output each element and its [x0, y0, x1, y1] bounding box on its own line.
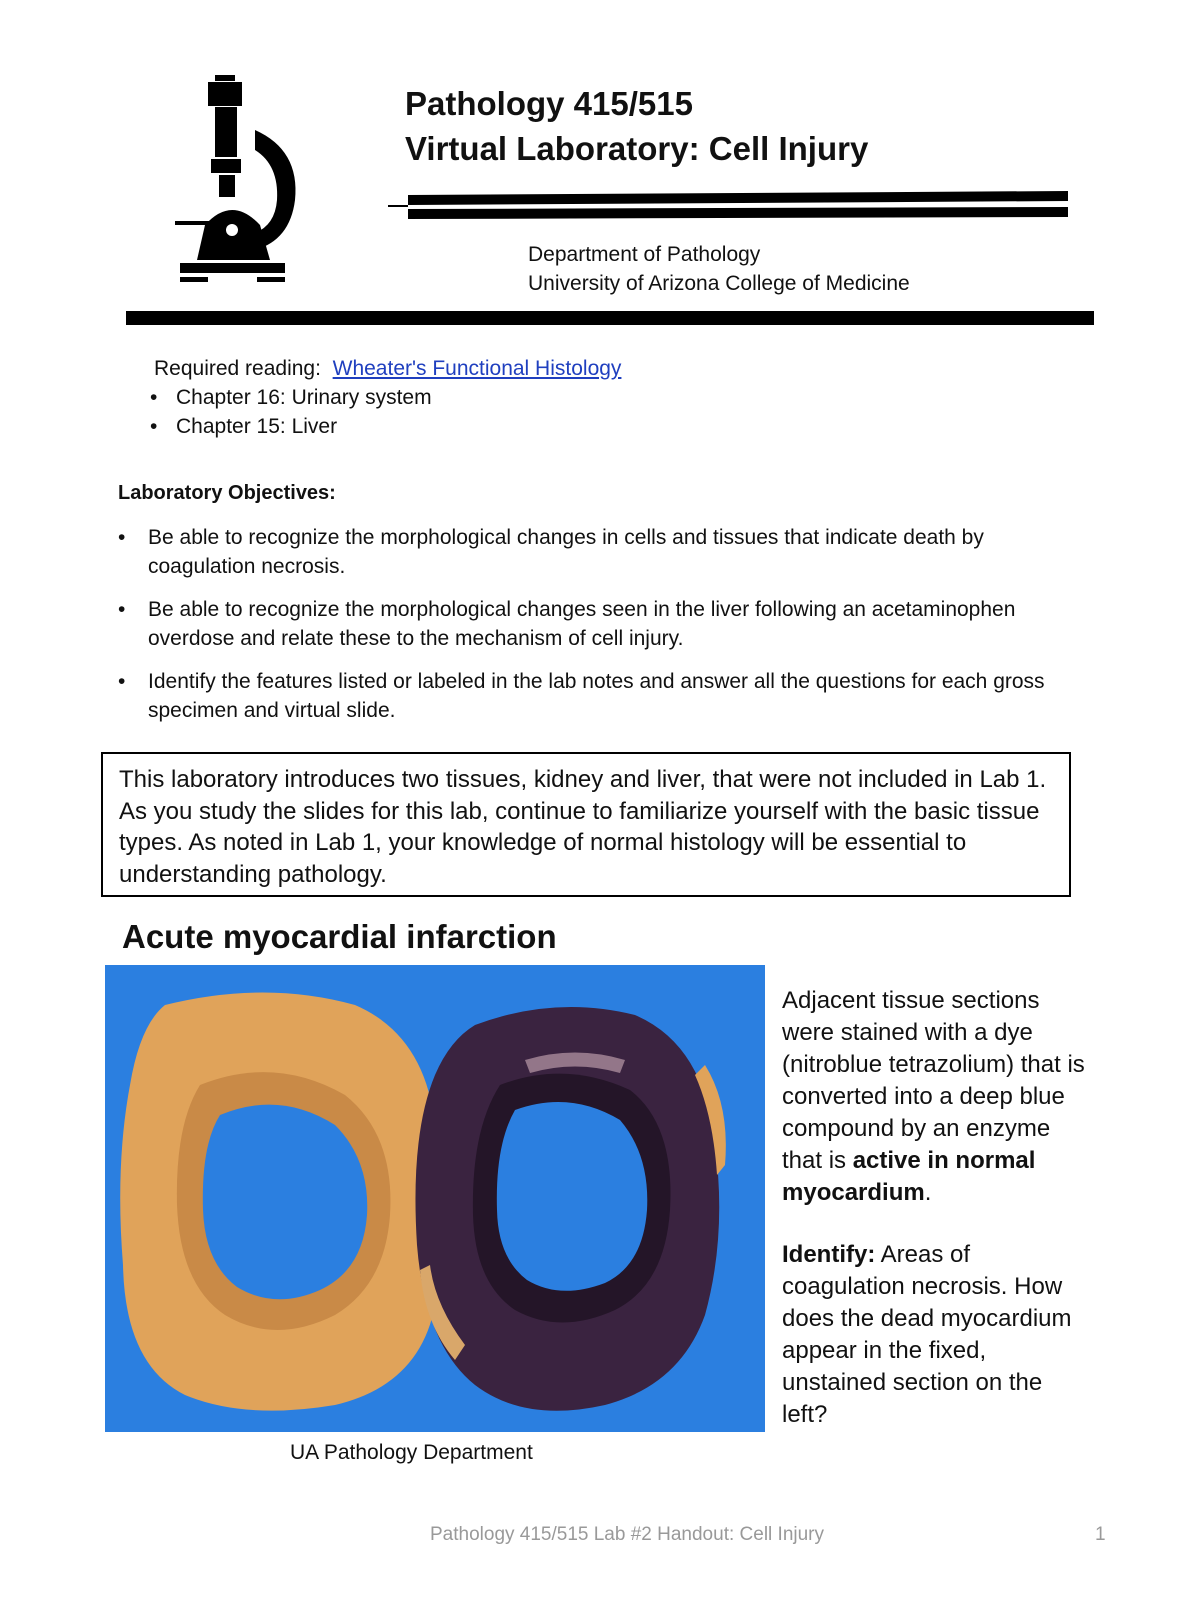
unstained-lumen [203, 1105, 367, 1300]
objective-text: Identify the features listed or labeled in the lab notes and answer all the questions for each gross specimen and virtual slide. [148, 670, 1045, 722]
institution: University of Arizona College of Medicine [528, 272, 910, 295]
bullet: • [118, 526, 126, 549]
objective-text: Be able to recognize the morphological changes in cells and tissues that indicate death by coagulation necrosis. [148, 526, 984, 578]
list-item [150, 412, 337, 441]
stained-lumen [497, 1102, 647, 1291]
identify-prompt [782, 1239, 1092, 1431]
identify-text: Areas of coagulation necrosis. How does the dead myocardium appear in the fixed, unstained section on the left? [782, 1241, 1072, 1428]
objectives-heading: Laboratory Objectives: [118, 482, 336, 504]
intro-note-box: This laboratory introduces two tissues, kidney and liver, that were not included in Lab 1. As you study the slides for this lab, continue to familiarize yourself with the basic tissue types. As noted in Lab 1, your knowledge of normal histology will be essential to understanding pathology. [101, 752, 1071, 897]
specimen-description [782, 985, 1092, 1461]
identify-label: Identify: [782, 1241, 876, 1268]
heart-specimen-image [105, 965, 765, 1432]
bullet: • [150, 415, 158, 438]
objective-text: Be able to recognize the morphological changes seen in the liver following an acetaminophen overdose and relate these to the mechanism of cell injury. [148, 598, 1016, 650]
section-title: Acute myocardial infarction [122, 918, 557, 955]
required-reading [154, 354, 621, 383]
list-item [150, 383, 432, 412]
objective-item [118, 595, 1078, 653]
desc-bold: active in normal myocardium [782, 1147, 1036, 1206]
wheaters-histology-link[interactable]: Wheater's Functional Histology [332, 357, 622, 380]
desc-end: . [924, 1179, 932, 1206]
chapter-16: Chapter 16: Urinary system [176, 386, 432, 409]
microscope-icon [175, 75, 305, 290]
objective-item [118, 523, 1078, 581]
department: Department of Pathology [528, 243, 761, 266]
header-divider [126, 311, 1094, 325]
chapter-15: Chapter 15: Liver [176, 415, 338, 438]
page-footer: Pathology 415/515 Lab #2 Handout: Cell Injury [430, 1524, 824, 1545]
bullet: • [118, 670, 126, 693]
lab-title: Virtual Laboratory: Cell Injury [405, 130, 869, 167]
header-pen-rule [388, 185, 1068, 235]
stain-description [782, 985, 1092, 1209]
required-reading-label: Required reading: [154, 357, 321, 380]
page-number: 1 [1095, 1524, 1106, 1545]
bullet: • [150, 386, 158, 409]
image-caption: UA Pathology Department [290, 1441, 533, 1464]
objective-item [118, 667, 1078, 725]
course-title: Pathology 415/515 [405, 85, 693, 122]
bullet: • [118, 598, 126, 621]
desc-text: Adjacent tissue sections were stained with a dye (nitroblue tetrazolium) that is converted into a deep blue compound by an enzyme that is [782, 987, 1085, 1174]
